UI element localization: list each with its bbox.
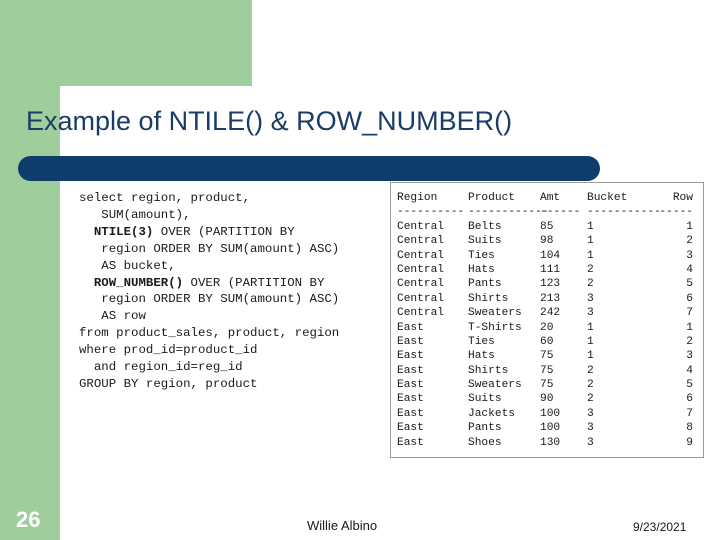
table-cell-product: Shirts <box>468 292 509 305</box>
table-cell-product: Shirts <box>468 364 509 377</box>
sql-line <box>79 275 339 292</box>
table-cell-product: Pants <box>468 422 502 435</box>
sql-keyword: ROW_NUMBER() <box>93 275 184 290</box>
sql-keyword: NTILE(3) <box>93 224 154 239</box>
sql-text: and region_id=reg_id <box>79 360 243 375</box>
table-cell-bucket: 2 <box>587 364 594 377</box>
table-cell-bucket: 1 <box>587 350 594 363</box>
sql-line <box>79 342 339 359</box>
sql-text: where prod_id=product_id <box>79 343 258 358</box>
table-cell-product: Jackets <box>468 407 515 420</box>
table-cell-bucket: 3 <box>587 422 594 435</box>
table-cell-product: Suits <box>468 235 502 248</box>
table-header-region: Region <box>397 192 438 204</box>
table-cell-row: 7 <box>686 307 693 320</box>
table-cell-row: 6 <box>686 292 693 305</box>
sql-line <box>79 258 339 275</box>
table-cell-amt: 130 <box>540 436 561 449</box>
table-cell-amt: 100 <box>540 407 561 420</box>
table-cell-amt: 20 <box>540 321 554 334</box>
table-cell-amt: 90 <box>540 393 554 406</box>
table-cell-bucket: 3 <box>587 436 594 449</box>
table-header-bucket: Bucket <box>587 192 628 204</box>
table-cell-region: Central <box>397 307 444 320</box>
table-cell-amt: 75 <box>540 350 554 363</box>
table-cell-row: 5 <box>686 379 693 392</box>
table-cell-row: 3 <box>686 350 693 363</box>
table-cell-amt: 85 <box>540 220 554 233</box>
table-separator: ------ <box>540 206 581 219</box>
table-cell-row: 1 <box>686 321 693 334</box>
table-cell-region: East <box>397 321 424 334</box>
table-cell-region: East <box>397 407 424 420</box>
table-cell-region: East <box>397 379 424 392</box>
sql-text: GROUP BY region, product <box>79 376 258 391</box>
table-cell-region: Central <box>397 278 444 291</box>
sql-line <box>79 207 339 224</box>
table-column-amt <box>540 191 580 450</box>
table-cell-region: Central <box>397 220 444 233</box>
table-cell-bucket: 3 <box>587 407 594 420</box>
table-cell-region: East <box>397 393 424 406</box>
slide-title: Example of NTILE() & ROW_NUMBER() <box>26 106 513 136</box>
table-cell-row: 8 <box>686 422 693 435</box>
table-separator: ------------ <box>468 206 549 219</box>
table-cell-row: 5 <box>686 278 693 291</box>
table-cell-bucket: 2 <box>587 278 594 291</box>
table-header-row: Row <box>672 192 693 204</box>
table-cell-bucket: 2 <box>587 263 594 276</box>
sql-line <box>79 291 339 308</box>
table-cell-product: Suits <box>468 393 502 406</box>
sql-line <box>79 325 339 342</box>
table-cell-product: Hats <box>468 350 495 363</box>
table-column-product <box>468 191 549 450</box>
table-cell-region: Central <box>397 249 444 262</box>
sql-line <box>79 376 339 393</box>
table-cell-bucket: 1 <box>587 335 594 348</box>
table-cell-region: Central <box>397 292 444 305</box>
table-cell-amt: 104 <box>540 249 561 262</box>
table-cell-region: Central <box>397 235 444 248</box>
sql-text: region ORDER BY SUM(amount) ASC) <box>79 292 340 307</box>
page-number: 26 <box>16 507 41 532</box>
sql-line <box>79 359 339 376</box>
sql-text: AS bucket, <box>79 258 176 273</box>
table-cell-bucket: 3 <box>587 292 594 305</box>
table-cell-row: 4 <box>686 263 693 276</box>
table-cell-amt: 100 <box>540 422 561 435</box>
table-cell-row: 6 <box>686 393 693 406</box>
table-cell-region: East <box>397 364 424 377</box>
table-cell-amt: 213 <box>540 292 561 305</box>
sql-text: OVER (PARTITION BY <box>183 275 325 290</box>
green-side-strip <box>0 86 60 540</box>
table-cell-bucket: 1 <box>587 321 594 334</box>
sql-code-block <box>79 190 339 393</box>
table-separator: ----- <box>659 206 693 219</box>
sql-line <box>79 190 339 207</box>
table-separator: ----------- <box>587 206 661 219</box>
sql-text <box>79 225 94 239</box>
table-cell-row: 9 <box>686 436 693 449</box>
table-cell-product: Sweaters <box>468 379 522 392</box>
sql-text <box>79 276 94 290</box>
table-cell-bucket: 2 <box>587 379 594 392</box>
sql-line <box>79 241 339 258</box>
table-cell-product: Belts <box>468 220 502 233</box>
table-cell-product: Pants <box>468 278 502 291</box>
table-cell-amt: 111 <box>540 263 561 276</box>
table-header-product: Product <box>468 192 515 204</box>
slide-date: 9/23/2021 <box>633 520 687 534</box>
table-cell-bucket: 3 <box>587 307 594 320</box>
table-cell-bucket: 1 <box>587 220 594 233</box>
table-column-row <box>659 191 693 450</box>
table-cell-product: Hats <box>468 263 495 276</box>
table-cell-row: 2 <box>686 335 693 348</box>
table-cell-row: 4 <box>686 364 693 377</box>
sql-text: region ORDER BY SUM(amount) ASC) <box>79 241 340 256</box>
green-header-block <box>0 0 252 86</box>
sql-line <box>79 224 339 241</box>
table-column-bucket <box>587 191 661 450</box>
table-cell-region: East <box>397 422 424 435</box>
table-cell-row: 2 <box>686 235 693 248</box>
table-cell-amt: 75 <box>540 379 554 392</box>
table-separator: ---------- <box>397 206 465 219</box>
table-column-region <box>397 191 464 450</box>
sql-text: AS row <box>79 309 146 324</box>
sql-text: OVER (PARTITION BY <box>153 224 295 239</box>
author-name: Willie Albino <box>307 518 378 533</box>
table-cell-product: Ties <box>468 335 495 348</box>
table-cell-region: East <box>397 350 424 363</box>
table-cell-row: 7 <box>686 407 693 420</box>
table-cell-bucket: 1 <box>587 249 594 262</box>
title-underline-bar <box>18 156 600 181</box>
sql-line <box>79 308 339 325</box>
table-cell-region: East <box>397 436 424 449</box>
table-header-amt: Amt <box>540 192 561 204</box>
table-cell-row: 3 <box>686 249 693 262</box>
result-table <box>390 182 704 458</box>
table-cell-product: T-Shirts <box>468 321 522 334</box>
table-cell-amt: 75 <box>540 364 554 377</box>
table-cell-amt: 242 <box>540 307 561 320</box>
table-cell-amt: 98 <box>540 235 554 248</box>
sql-text: select region, product, <box>79 191 251 205</box>
table-cell-amt: 123 <box>540 278 561 291</box>
table-cell-product: Sweaters <box>468 307 522 320</box>
table-cell-bucket: 2 <box>587 393 594 406</box>
sql-text: from product_sales, product, region <box>79 326 340 341</box>
table-cell-row: 1 <box>686 220 693 233</box>
table-cell-product: Shoes <box>468 436 502 449</box>
table-cell-amt: 60 <box>540 335 554 348</box>
table-cell-bucket: 1 <box>587 235 594 248</box>
sql-text: SUM(amount), <box>79 207 191 222</box>
table-cell-region: East <box>397 335 424 348</box>
table-cell-product: Ties <box>468 249 495 262</box>
table-cell-region: Central <box>397 263 444 276</box>
